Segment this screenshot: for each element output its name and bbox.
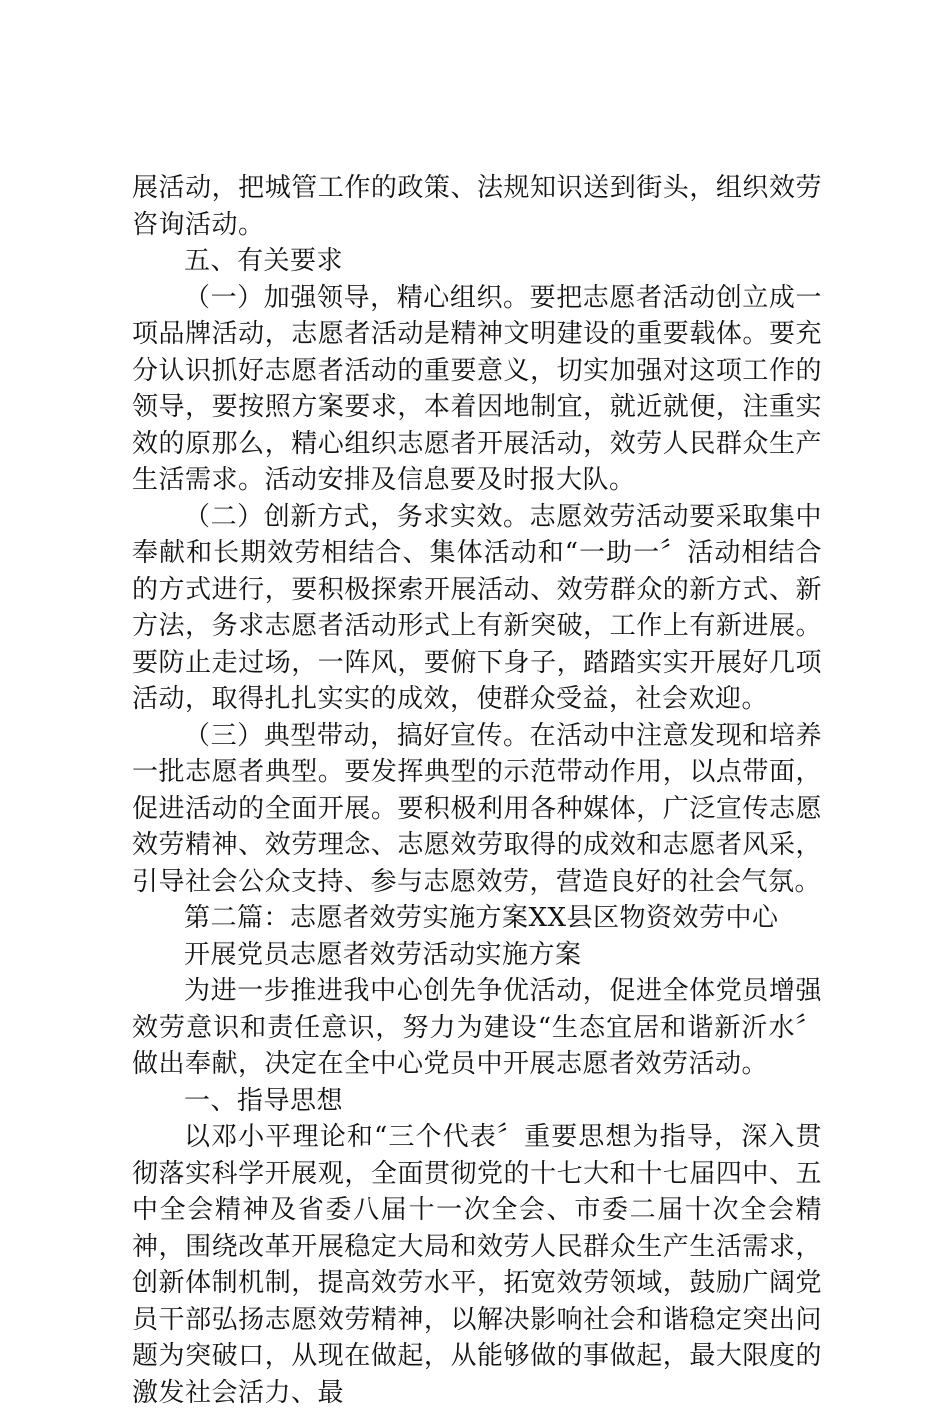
paragraph-requirement-2: （二）创新方式，务求实效。志愿效劳活动要采取集中奉献和长期效劳相结合、集体活动和“一助一〞活动相结合的方式进行，要积极探索开展活动、效劳群众的新方式、新方法，务求志愿者活动形式上有新突破，工作上有新进展。要防止走过场，一阵风，要俯下身子，踏踏实实开展好几项活动，取得扎扎实实的成效，使群众受益，社会欢迎。: [132, 501, 822, 714]
paragraph-continuation: 展活动，把城管工作的政策、法规知识送到街头，组织效劳咨询活动。: [132, 173, 822, 240]
section-heading-requirements: 五、有关要求: [184, 246, 344, 276]
section-heading-guiding-thought: 一、指导思想: [184, 1085, 344, 1116]
paragraph-requirement-1: （一）加强领导，精心组织。要把志愿者活动创立成一项品牌活动，志愿者活动是精神文明建设的重要载体。要充分认识抓好志愿者活动的重要意义，切实加强对这项工作的领导，要按照方案要求，本着因地制宜，就近就便，注重实效的原那么，精心组织志愿者开展活动，效劳人民群众生产生活需求。活动安排及信息要及时报大队。: [132, 282, 822, 495]
paragraph-intro: 为进一步推进我中心创先争优活动，促进全体党员增强效劳意识和责任意识，努力为建设“生态宜居和谐新沂水〞做出奉献，决定在全中心党员中开展志愿者效劳活动。: [132, 976, 822, 1079]
paragraph-guiding-thought: 以邓小平理论和“三个代表〞重要思想为指导，深入贯彻落实科学开展观，全面贯彻党的十七大和十七届四中、五中全会精神及省委八届十一次全会、市委二届十次全会精神，围绕改革开展稳定大局和效劳人民群众生产生活需求，创新体制机制，提高效劳水平，拓宽效劳领域，鼓励广阔党员干部弘扬志愿效劳精神，以解决影响社会和谐稳定突出问题为突破口，从现在做起，从能够做的事做起，最大限度的激发社会活力、最: [132, 1122, 822, 1408]
document-body: [132, 170, 822, 1411]
paragraph-requirement-3: （三）典型带动，搞好宣传。在活动中注意发现和培养一批志愿者典型。要发挥典型的示范带动作用，以点带面，促进活动的全面开展。要积极利用各种媒体，广泛宣传志愿效劳精神、效劳理念、志愿效劳取得的成效和志愿者风采，引导社会公众支持、参与志愿效劳，营造良好的社会气氛。: [132, 720, 822, 897]
chapter-title: 第二篇：志愿者效劳实施方案XX县区物资效劳中心: [184, 903, 779, 933]
plan-title: 开展党员志愿者效劳活动实施方案: [184, 939, 582, 970]
